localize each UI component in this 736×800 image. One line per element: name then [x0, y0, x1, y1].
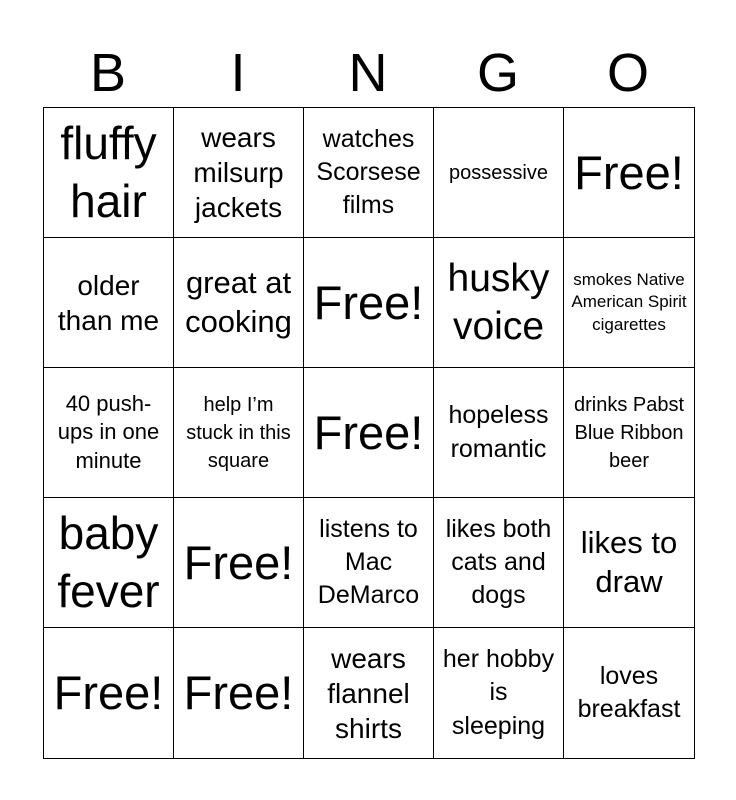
bingo-cell[interactable]: listens to Mac DeMarco	[304, 498, 434, 628]
bingo-cell[interactable]: loves breakfast	[577, 661, 681, 723]
free-cell[interactable]: Free!	[44, 628, 174, 758]
free-cell[interactable]: Free!	[174, 628, 304, 758]
header-letter-o: O	[606, 43, 649, 103]
bingo-cell[interactable]: wears milsurp jackets	[174, 108, 304, 238]
free-cell[interactable]: Free!	[564, 108, 694, 238]
bingo-cell[interactable]: help I’m stuck in this square	[174, 368, 304, 498]
bingo-cell[interactable]: hopeless romantic	[434, 368, 564, 498]
bingo-cell[interactable]: drinks Pabst Blue Ribbon beer	[564, 368, 694, 498]
bingo-cell[interactable]: likes both cats and dogs	[434, 498, 564, 628]
header-letter-g: G	[476, 43, 519, 103]
bingo-cell[interactable]: watches Scorsese films	[304, 108, 434, 238]
free-cell[interactable]: Free!	[304, 368, 434, 498]
bingo-cell[interactable]: possessive	[434, 108, 564, 238]
bingo-header	[43, 38, 693, 108]
bingo-cell[interactable]: wears flannel shirts	[304, 628, 434, 758]
bingo-cell[interactable]: likes to draw	[564, 498, 694, 628]
header-letter-n: N	[348, 43, 388, 103]
bingo-cell[interactable]: husky voice	[434, 238, 564, 368]
bingo-cell[interactable]: smokes Native American Spirit cigarettes	[564, 238, 694, 368]
bingo-cell[interactable]: older than me	[44, 238, 174, 368]
bingo-cell[interactable]: her hobby is sleeping	[434, 628, 564, 758]
bingo-cell[interactable]: baby fever	[44, 498, 174, 628]
free-cell[interactable]: Free!	[174, 498, 304, 628]
bingo-cell[interactable]: 40 push-ups in one minute	[44, 368, 174, 498]
bingo-cell[interactable]: great at cooking	[174, 238, 304, 368]
bingo-cell[interactable]: fluffy hair	[44, 108, 174, 238]
bingo-grid	[43, 107, 695, 759]
header-letter-b: B	[89, 43, 127, 103]
free-cell[interactable]: Free!	[304, 238, 434, 368]
header-letter-i: I	[230, 43, 246, 103]
